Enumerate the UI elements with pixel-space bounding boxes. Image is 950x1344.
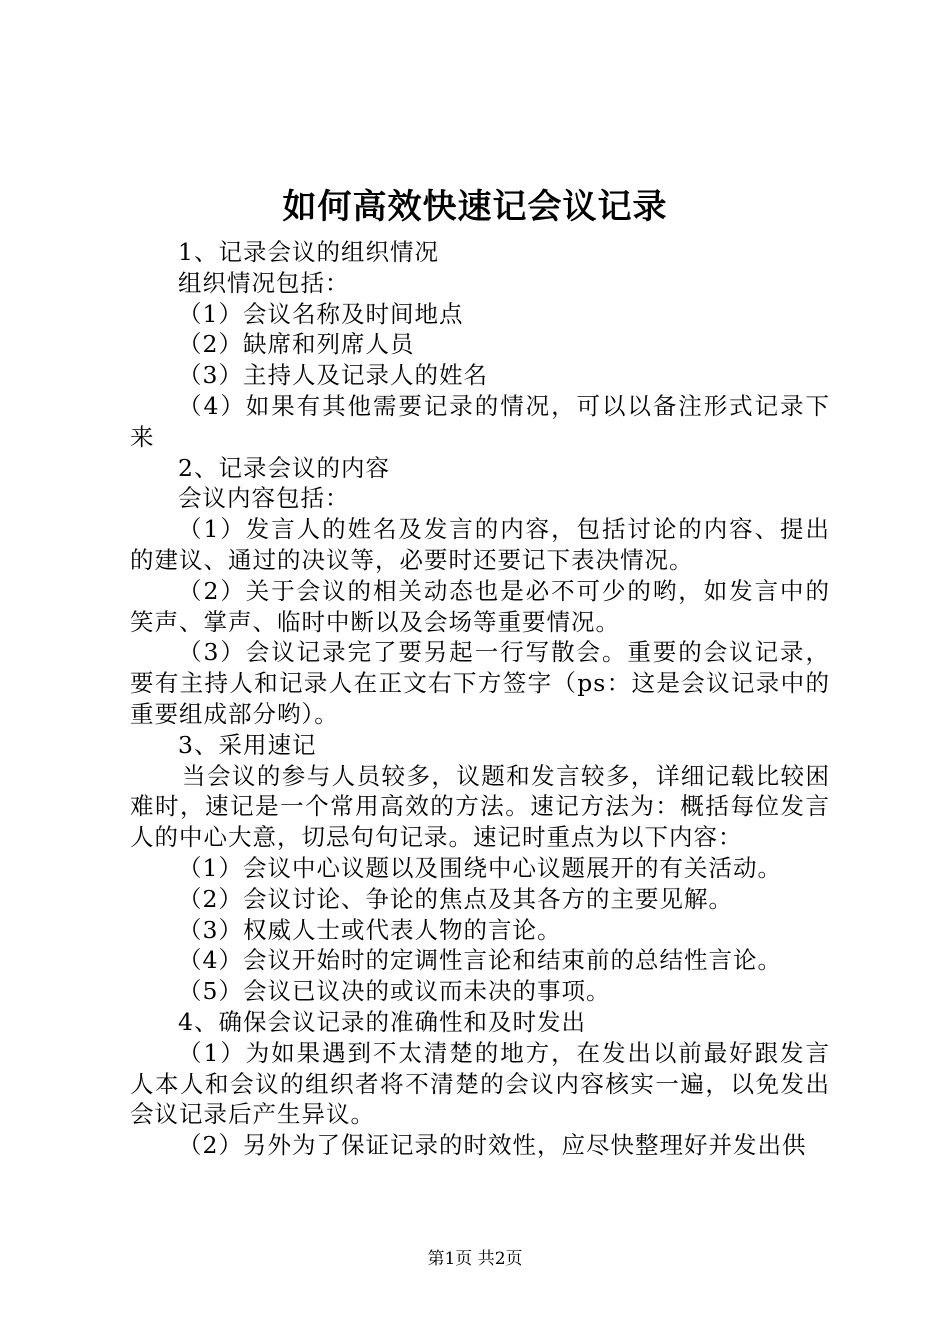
list-item: （1）会议中心议题以及围绕中心议题展开的有关活动。: [178, 853, 782, 882]
page-footer: 第1页 共2页: [427, 1249, 523, 1269]
paragraph: 会议内容包括：: [178, 484, 350, 513]
paragraph-heading-4: 4、确保会议记录的准确性和及时发出: [178, 1007, 586, 1036]
list-item: （3）权威人士或代表人物的言论。: [178, 915, 562, 944]
paragraph: 组织情况包括：: [178, 268, 350, 297]
list-item: （4）会议开始时的定调性言论和结束前的总结性言论。: [178, 946, 782, 975]
list-item: （3）会议记录完了要另起一行写散会。重要的会议记录，要有主持人和记录人在正文右下方签字（ps：这是会议记录中的重要组成部分哟）。: [130, 638, 830, 728]
paragraph: 当会议的参与人员较多，议题和发言较多，详细记载比较困难时，速记是一个常用高效的方法。速记方法为：概括每位发言人的中心大意，切忌句句记录。速记时重点为以下内容：: [130, 761, 830, 852]
page-title: 如何高效快速记会议记录: [282, 187, 668, 227]
paragraph-heading-3: 3、采用速记: [178, 730, 317, 759]
list-item: （2）会议讨论、争论的焦点及其各方的主要见解。: [178, 884, 733, 913]
list-item: （1）为如果遇到不太清楚的地方，在发出以前最好跟发言人本人和会议的组织者将不清楚的会议内容核实一遍，以免发出会议记录后产生异议。: [130, 1038, 830, 1129]
list-item: （2）关于会议的相关动态也是必不可少的哟，如发言中的笑声、掌声、临时中断以及会场等重要情况。: [130, 576, 830, 636]
list-item: （1）发言人的姓名及发言的内容，包括讨论的内容、提出的建议、通过的决议等，必要时还要记下表决情况。: [130, 515, 830, 574]
list-item: （4）如果有其他需要记录的情况，可以以备注形式记录下来: [130, 391, 830, 451]
document-body: [130, 237, 830, 1161]
paragraph-heading-1: 1、记录会议的组织情况: [178, 238, 439, 266]
list-item: （2）缺席和列席人员: [178, 330, 415, 359]
list-item: （1）会议名称及时间地点: [178, 299, 464, 328]
paragraph-heading-2: 2、记录会议的内容: [178, 453, 390, 482]
list-item: （2）另外为了保证记录的时效性，应尽快整理好并发出供: [178, 1131, 807, 1160]
list-item: （5）会议已议决的或议而未决的事项。: [178, 977, 611, 1006]
list-item: （3）主持人及记录人的姓名: [178, 361, 488, 390]
